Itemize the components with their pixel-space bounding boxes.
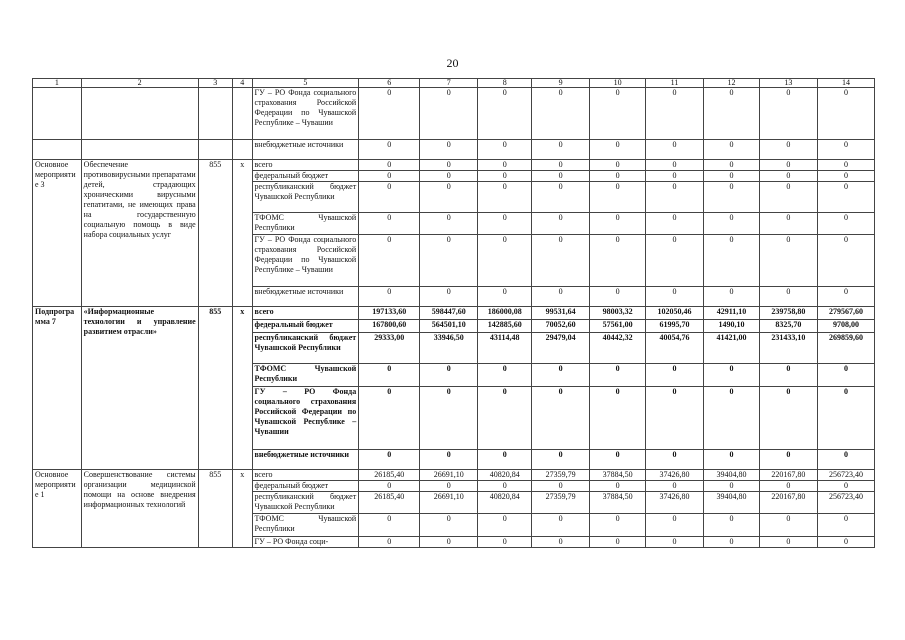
amount-cell: 256723,40 bbox=[817, 492, 874, 514]
amount-cell: 0 bbox=[646, 387, 704, 450]
amount-cell: 0 bbox=[590, 364, 646, 387]
amount-cell: 0 bbox=[359, 182, 420, 213]
funding-source: федеральный бюджет bbox=[252, 320, 359, 333]
amount-cell: 0 bbox=[704, 514, 760, 537]
amount-cell: 0 bbox=[532, 387, 590, 450]
amount-cell: 37884,50 bbox=[590, 470, 646, 481]
amount-cell: 0 bbox=[817, 364, 874, 387]
amount-cell: 0 bbox=[420, 88, 478, 140]
amount-cell: 0 bbox=[478, 171, 532, 182]
amount-cell: 0 bbox=[646, 182, 704, 213]
item-type: Основное мероприятие 1 bbox=[33, 470, 82, 548]
funding-source: ТФОМС Чувашской Республики bbox=[252, 364, 359, 387]
amount-cell: 0 bbox=[420, 235, 478, 287]
amount-cell: 0 bbox=[478, 182, 532, 213]
column-header: 13 bbox=[759, 79, 817, 88]
amount-cell: 0 bbox=[478, 537, 532, 548]
item-type: Подпрограмма 7 bbox=[33, 307, 82, 470]
amount-cell: 0 bbox=[759, 387, 817, 450]
column-header: 1 bbox=[33, 79, 82, 88]
amount-cell: 37426,80 bbox=[646, 492, 704, 514]
amount-cell: 0 bbox=[420, 481, 478, 492]
table-row bbox=[33, 160, 875, 171]
amount-cell: 0 bbox=[420, 287, 478, 307]
column-number-row bbox=[33, 79, 875, 88]
empty-cell bbox=[232, 140, 252, 160]
funding-source: федеральный бюджет bbox=[252, 481, 359, 492]
funding-source: всего bbox=[252, 307, 359, 320]
amount-cell: 0 bbox=[532, 514, 590, 537]
amount-cell: 0 bbox=[420, 450, 478, 470]
amount-cell: 70052,60 bbox=[532, 320, 590, 333]
amount-cell: 0 bbox=[646, 88, 704, 140]
amount-cell: 0 bbox=[359, 213, 420, 235]
amount-cell: 29333,00 bbox=[359, 333, 420, 364]
amount-cell: 0 bbox=[478, 387, 532, 450]
amount-cell: 0 bbox=[359, 514, 420, 537]
amount-cell: 0 bbox=[532, 364, 590, 387]
amount-cell: 0 bbox=[817, 287, 874, 307]
amount-cell: 0 bbox=[359, 481, 420, 492]
amount-cell: 0 bbox=[704, 213, 760, 235]
amount-cell: 0 bbox=[646, 140, 704, 160]
amount-cell: 0 bbox=[704, 160, 760, 171]
column-header: 6 bbox=[359, 79, 420, 88]
amount-cell: 0 bbox=[590, 140, 646, 160]
amount-cell: 0 bbox=[759, 537, 817, 548]
amount-cell: 0 bbox=[420, 160, 478, 171]
amount-cell: 99531,64 bbox=[532, 307, 590, 320]
x-mark: х bbox=[232, 470, 252, 548]
amount-cell: 0 bbox=[704, 171, 760, 182]
amount-cell: 40820,84 bbox=[478, 470, 532, 481]
amount-cell: 0 bbox=[759, 213, 817, 235]
amount-cell: 0 bbox=[590, 537, 646, 548]
amount-cell: 0 bbox=[359, 387, 420, 450]
column-header: 5 bbox=[252, 79, 359, 88]
amount-cell: 0 bbox=[646, 450, 704, 470]
x-mark: х bbox=[232, 307, 252, 470]
amount-cell: 0 bbox=[817, 481, 874, 492]
column-header: 4 bbox=[232, 79, 252, 88]
item-name: Совершенствование системы организации медицинской помощи на основе внедрения информационных технологий bbox=[81, 470, 198, 548]
amount-cell: 26691,10 bbox=[420, 470, 478, 481]
amount-cell: 598447,60 bbox=[420, 307, 478, 320]
amount-cell: 0 bbox=[532, 287, 590, 307]
amount-cell: 0 bbox=[420, 514, 478, 537]
amount-cell: 0 bbox=[420, 171, 478, 182]
amount-cell: 0 bbox=[590, 514, 646, 537]
amount-cell: 0 bbox=[590, 88, 646, 140]
empty-cell bbox=[232, 88, 252, 140]
funding-source: федеральный бюджет bbox=[252, 171, 359, 182]
amount-cell: 0 bbox=[646, 537, 704, 548]
amount-cell: 0 bbox=[478, 160, 532, 171]
amount-cell: 0 bbox=[817, 88, 874, 140]
amount-cell: 0 bbox=[420, 364, 478, 387]
amount-cell: 0 bbox=[817, 537, 874, 548]
amount-cell: 186000,08 bbox=[478, 307, 532, 320]
amount-cell: 0 bbox=[646, 481, 704, 492]
amount-cell: 0 bbox=[590, 387, 646, 450]
empty-cell bbox=[81, 88, 198, 140]
amount-cell: 0 bbox=[590, 235, 646, 287]
amount-cell: 0 bbox=[359, 88, 420, 140]
budget-code: 855 bbox=[198, 307, 232, 470]
amount-cell: 37426,80 bbox=[646, 470, 704, 481]
amount-cell: 0 bbox=[759, 171, 817, 182]
funding-source: ГУ – РО Фонда социального страхования Российской Федерации по Чувашской Республике – Чувашии bbox=[252, 88, 359, 140]
funding-source: республиканский бюджет Чувашской Республики bbox=[252, 492, 359, 514]
amount-cell: 0 bbox=[759, 514, 817, 537]
amount-cell: 142885,60 bbox=[478, 320, 532, 333]
amount-cell: 0 bbox=[478, 140, 532, 160]
amount-cell: 0 bbox=[532, 481, 590, 492]
column-header: 12 bbox=[704, 79, 760, 88]
amount-cell: 0 bbox=[704, 287, 760, 307]
funding-source: ГУ – РО Фонда социального страхования Российской Федерации по Чувашской Республике – Чувашии bbox=[252, 235, 359, 287]
funding-source: ТФОМС Чувашской Республики bbox=[252, 213, 359, 235]
amount-cell: 0 bbox=[704, 387, 760, 450]
funding-source: республиканский бюджет Чувашской Республики bbox=[252, 182, 359, 213]
amount-cell: 0 bbox=[704, 537, 760, 548]
amount-cell: 0 bbox=[646, 287, 704, 307]
table-row bbox=[33, 140, 875, 160]
amount-cell: 29479,04 bbox=[532, 333, 590, 364]
funding-source: республиканский бюджет Чувашской Республики bbox=[252, 333, 359, 364]
amount-cell: 0 bbox=[646, 364, 704, 387]
amount-cell: 0 bbox=[759, 481, 817, 492]
table-row bbox=[33, 470, 875, 481]
amount-cell: 0 bbox=[532, 171, 590, 182]
amount-cell: 0 bbox=[759, 450, 817, 470]
amount-cell: 43114,48 bbox=[478, 333, 532, 364]
amount-cell: 0 bbox=[478, 481, 532, 492]
amount-cell: 40820,84 bbox=[478, 492, 532, 514]
amount-cell: 0 bbox=[590, 182, 646, 213]
amount-cell: 0 bbox=[704, 182, 760, 213]
amount-cell: 42911,10 bbox=[704, 307, 760, 320]
amount-cell: 0 bbox=[759, 364, 817, 387]
amount-cell: 269859,60 bbox=[817, 333, 874, 364]
amount-cell: 41421,00 bbox=[704, 333, 760, 364]
amount-cell: 0 bbox=[817, 213, 874, 235]
amount-cell: 0 bbox=[590, 213, 646, 235]
amount-cell: 0 bbox=[704, 88, 760, 140]
empty-cell bbox=[81, 140, 198, 160]
amount-cell: 102050,46 bbox=[646, 307, 704, 320]
amount-cell: 279567,60 bbox=[817, 307, 874, 320]
amount-cell: 0 bbox=[704, 364, 760, 387]
funding-source: внебюджетные источники bbox=[252, 140, 359, 160]
amount-cell: 0 bbox=[420, 182, 478, 213]
funding-source: ГУ – РО Фонда социального страхования Российской Федерации по Чувашской Республике – Чувашии bbox=[252, 387, 359, 450]
amount-cell: 0 bbox=[590, 481, 646, 492]
column-header: 3 bbox=[198, 79, 232, 88]
amount-cell: 0 bbox=[359, 364, 420, 387]
column-header: 11 bbox=[646, 79, 704, 88]
amount-cell: 0 bbox=[646, 514, 704, 537]
amount-cell: 0 bbox=[359, 171, 420, 182]
amount-cell: 564501,10 bbox=[420, 320, 478, 333]
amount-cell: 0 bbox=[359, 160, 420, 171]
page-number: 20 bbox=[446, 56, 459, 70]
amount-cell: 0 bbox=[478, 213, 532, 235]
column-header: 9 bbox=[532, 79, 590, 88]
amount-cell: 0 bbox=[704, 481, 760, 492]
column-header: 7 bbox=[420, 79, 478, 88]
amount-cell: 0 bbox=[420, 537, 478, 548]
amount-cell: 0 bbox=[359, 287, 420, 307]
amount-cell: 0 bbox=[478, 514, 532, 537]
amount-cell: 0 bbox=[704, 450, 760, 470]
amount-cell: 0 bbox=[359, 140, 420, 160]
amount-cell: 9708,00 bbox=[817, 320, 874, 333]
amount-cell: 0 bbox=[817, 160, 874, 171]
funding-source: всего bbox=[252, 160, 359, 171]
amount-cell: 220167,80 bbox=[759, 492, 817, 514]
amount-cell: 0 bbox=[590, 160, 646, 171]
amount-cell: 8325,70 bbox=[759, 320, 817, 333]
amount-cell: 0 bbox=[817, 387, 874, 450]
budget-code: 855 bbox=[198, 470, 232, 548]
column-header: 2 bbox=[81, 79, 198, 88]
amount-cell: 0 bbox=[817, 514, 874, 537]
amount-cell: 0 bbox=[817, 182, 874, 213]
funding-source: внебюджетные источники bbox=[252, 287, 359, 307]
empty-cell bbox=[33, 88, 82, 140]
amount-cell: 26691,10 bbox=[420, 492, 478, 514]
amount-cell: 33946,50 bbox=[420, 333, 478, 364]
amount-cell: 0 bbox=[817, 171, 874, 182]
amount-cell: 27359,79 bbox=[532, 470, 590, 481]
column-header: 14 bbox=[817, 79, 874, 88]
amount-cell: 0 bbox=[478, 88, 532, 140]
column-header: 10 bbox=[590, 79, 646, 88]
amount-cell: 0 bbox=[646, 213, 704, 235]
funding-source: ТФОМС Чувашской Республики bbox=[252, 514, 359, 537]
amount-cell: 40054,76 bbox=[646, 333, 704, 364]
funding-source: ГУ – РО Фонда соци- bbox=[252, 537, 359, 548]
amount-cell: 0 bbox=[532, 88, 590, 140]
table-row bbox=[33, 307, 875, 320]
amount-cell: 220167,80 bbox=[759, 470, 817, 481]
amount-cell: 0 bbox=[759, 287, 817, 307]
amount-cell: 0 bbox=[532, 235, 590, 287]
table-row bbox=[33, 88, 875, 140]
amount-cell: 61995,70 bbox=[646, 320, 704, 333]
amount-cell: 98003,32 bbox=[590, 307, 646, 320]
amount-cell: 39404,80 bbox=[704, 470, 760, 481]
amount-cell: 0 bbox=[759, 235, 817, 287]
amount-cell: 0 bbox=[759, 182, 817, 213]
amount-cell: 0 bbox=[478, 364, 532, 387]
amount-cell: 27359,79 bbox=[532, 492, 590, 514]
item-name: Обеспечение противовирусными препаратами детей, страдающих хроническими вирусными гепатитами, не имеющих права на государственную социальную помощь в виде набора социальных услуг bbox=[81, 160, 198, 307]
amount-cell: 0 bbox=[478, 287, 532, 307]
amount-cell: 0 bbox=[817, 450, 874, 470]
amount-cell: 0 bbox=[420, 213, 478, 235]
item-type: Основное мероприятие 3 bbox=[33, 160, 82, 307]
amount-cell: 0 bbox=[532, 213, 590, 235]
empty-cell bbox=[198, 88, 232, 140]
amount-cell: 0 bbox=[759, 140, 817, 160]
amount-cell: 0 bbox=[532, 140, 590, 160]
budget-code: 855 bbox=[198, 160, 232, 307]
amount-cell: 37884,50 bbox=[590, 492, 646, 514]
amount-cell: 0 bbox=[420, 387, 478, 450]
amount-cell: 0 bbox=[359, 235, 420, 287]
amount-cell: 1490,10 bbox=[704, 320, 760, 333]
amount-cell: 0 bbox=[532, 450, 590, 470]
amount-cell: 0 bbox=[704, 235, 760, 287]
empty-cell bbox=[33, 140, 82, 160]
amount-cell: 0 bbox=[590, 287, 646, 307]
amount-cell: 0 bbox=[590, 171, 646, 182]
amount-cell: 0 bbox=[817, 140, 874, 160]
amount-cell: 0 bbox=[478, 235, 532, 287]
amount-cell: 0 bbox=[590, 450, 646, 470]
amount-cell: 256723,40 bbox=[817, 470, 874, 481]
amount-cell: 231433,10 bbox=[759, 333, 817, 364]
amount-cell: 0 bbox=[759, 88, 817, 140]
amount-cell: 0 bbox=[532, 537, 590, 548]
amount-cell: 26185,40 bbox=[359, 492, 420, 514]
funding-source: внебюджетные источники bbox=[252, 450, 359, 470]
amount-cell: 0 bbox=[817, 235, 874, 287]
x-mark: х bbox=[232, 160, 252, 307]
column-header: 8 bbox=[478, 79, 532, 88]
amount-cell: 0 bbox=[646, 160, 704, 171]
amount-cell: 0 bbox=[532, 182, 590, 213]
empty-cell bbox=[198, 140, 232, 160]
budget-table bbox=[32, 78, 875, 548]
amount-cell: 0 bbox=[359, 450, 420, 470]
amount-cell: 0 bbox=[646, 171, 704, 182]
amount-cell: 0 bbox=[759, 160, 817, 171]
amount-cell: 167800,60 bbox=[359, 320, 420, 333]
funding-source: всего bbox=[252, 470, 359, 481]
amount-cell: 39404,80 bbox=[704, 492, 760, 514]
amount-cell: 239758,80 bbox=[759, 307, 817, 320]
amount-cell: 0 bbox=[646, 235, 704, 287]
amount-cell: 197133,60 bbox=[359, 307, 420, 320]
amount-cell: 0 bbox=[359, 537, 420, 548]
amount-cell: 0 bbox=[478, 450, 532, 470]
amount-cell: 26185,40 bbox=[359, 470, 420, 481]
amount-cell: 0 bbox=[532, 160, 590, 171]
amount-cell: 0 bbox=[704, 140, 760, 160]
item-name: «Информационные технологии и управление развитием отрасли» bbox=[81, 307, 198, 470]
amount-cell: 57561,00 bbox=[590, 320, 646, 333]
amount-cell: 0 bbox=[420, 140, 478, 160]
amount-cell: 40442,32 bbox=[590, 333, 646, 364]
